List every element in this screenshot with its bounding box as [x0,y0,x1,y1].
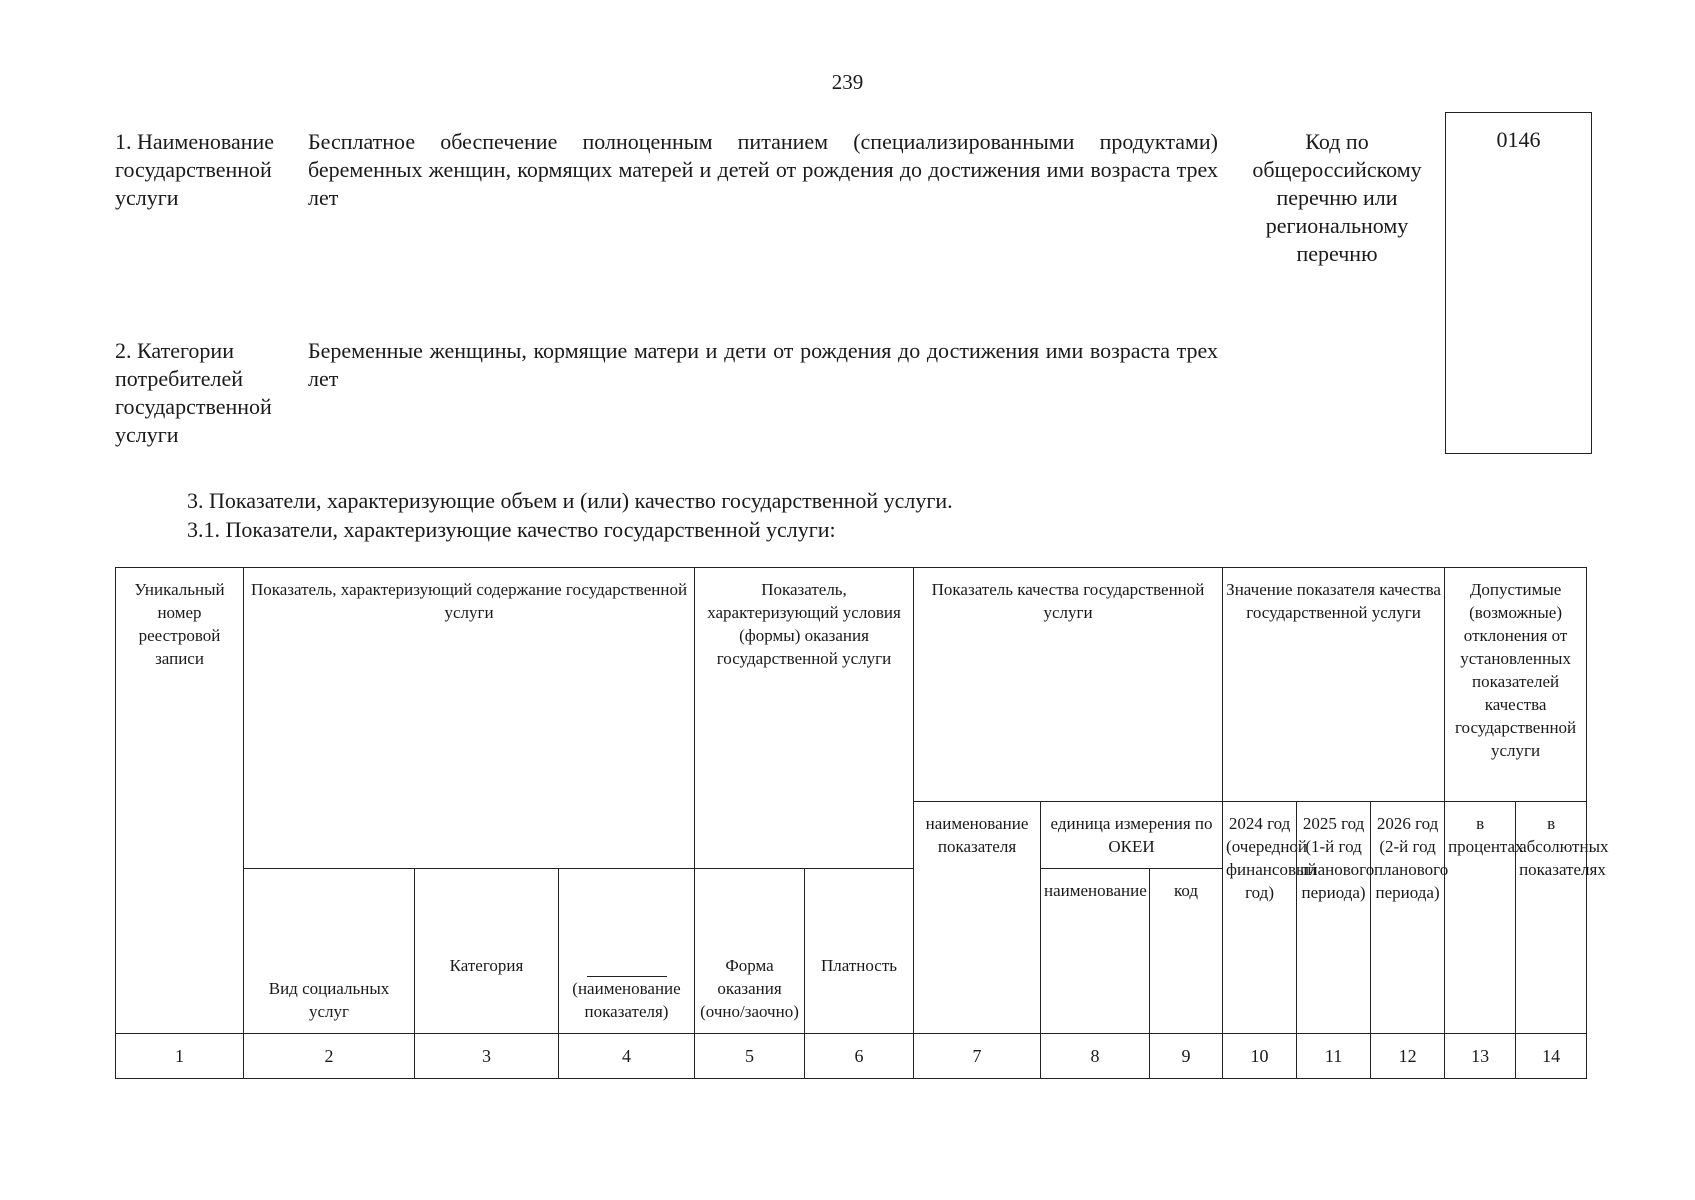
header-okei-code: код [1150,869,1223,1034]
header-indicator-name: наименование показателя [914,802,1041,1034]
service-name-text: Бесплатное обеспечение полноценным питанием (специализированными продуктами) беременных женщин, кормящих матерей и детей от рождения до достижения ими возраста трех лет [308,129,1218,210]
header-year-2024: 2024 год (очередной финансовый год) [1223,802,1297,1034]
column-number: 6 [805,1034,914,1079]
header-payment: Платность [805,869,914,1034]
code-box [1445,112,1592,454]
code-label: Код по общероссийскому перечню или региональному перечню [1252,129,1422,266]
column-number: 2 [244,1034,415,1079]
column-number: 9 [1150,1034,1223,1079]
column-number: 10 [1223,1034,1297,1079]
header-content-indicator: Показатель, характеризующий содержание государственной услуги [244,568,695,869]
section-3-1-heading: 3.1. Показатели, характеризующие качество государственной услуги: [187,517,836,542]
header-indicator-name-paren: (наименование показателя) [572,979,681,1021]
header-deviation-absolute: в абсолютных показателях [1516,802,1587,1034]
quality-indicators-table [115,567,1609,1079]
column-number: 12 [1371,1034,1445,1079]
column-number: 8 [1041,1034,1150,1079]
code-value: 0146 [1496,127,1541,152]
header-registry-number: Уникальный номер реестровой записи [116,568,244,1034]
service-name-label: 1. Наименование государственной услуги [115,129,275,210]
header-okei-name: наименование [1041,869,1150,1034]
header-category: Категория [415,869,559,1034]
header-indicator-name-blank [559,869,695,1034]
column-number: 7 [914,1034,1041,1079]
column-number: 11 [1297,1034,1371,1079]
header-year-2026: 2026 год (2-й год планового периода) [1371,802,1445,1034]
column-number: 1 [116,1034,244,1079]
column-number: 3 [415,1034,559,1079]
header-okei-unit: единица измерения по ОКЕИ [1041,802,1223,869]
header-quality-value: Значение показателя качества государственной услуги [1223,568,1445,802]
blank-line [587,956,667,977]
header-deviations: Допустимые (возможные) отклонения от установленных показателей качества государственной услуги [1445,568,1587,802]
header-quality-indicator: Показатель качества государственной услуги [914,568,1223,802]
column-number: 4 [559,1034,695,1079]
header-social-services-type: Вид социальных услуг [244,869,415,1034]
header-year-2025: 2025 год (1-й год планового периода) [1297,802,1371,1034]
column-number: 5 [695,1034,805,1079]
column-number: 14 [1516,1034,1587,1079]
page-number: 239 [831,70,864,94]
header-delivery-form: Форма оказания (очно/заочно) [695,869,805,1034]
consumers-text: Беременные женщины, кормящие матери и дети от рождения до достижения ими возраста трех лет [308,338,1218,391]
consumers-label: 2. Категории потребителей государственной услуги [115,338,272,447]
section-3-heading: 3. Показатели, характеризующие объем и (или) качество государственной услуги. [187,488,953,513]
header-deviation-percent: в процентах [1445,802,1516,1034]
column-number: 13 [1445,1034,1516,1079]
header-conditions-indicator: Показатель, характеризующий условия (формы) оказания государственной услуги [695,568,914,869]
